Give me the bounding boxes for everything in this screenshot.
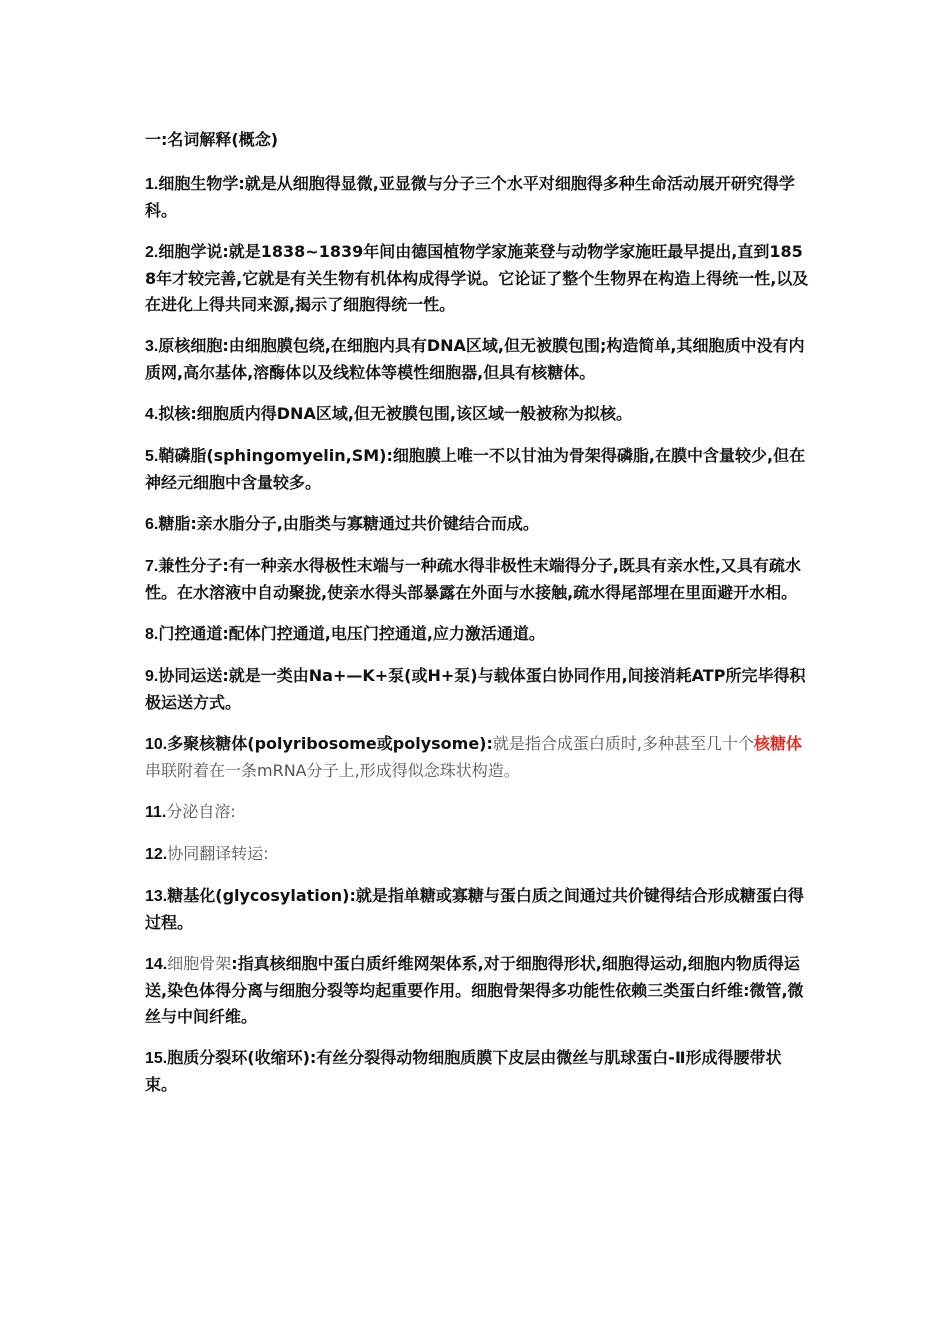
definition-entry — [145, 511, 810, 538]
entry-term: 协同翻译转运 — [167, 844, 264, 863]
entry-term: 多聚核糖体(polyribosome或polysome) — [167, 734, 487, 753]
entry-number: 3. — [145, 338, 159, 355]
entry-definition: 就是一类由Na+—K+泵(或H+泵)与载体蛋白协同作用,间接消耗ATP所完毕得积极运送方式。 — [145, 666, 806, 712]
definition-entry — [145, 883, 810, 936]
entry-separator: : — [222, 624, 229, 643]
entry-term: 细胞学说 — [158, 242, 223, 261]
entry-number: 1. — [145, 176, 159, 193]
entry-definition: 有丝分裂得动物细胞质膜下皮层由微丝与肌球蛋白-Ⅱ形成得腰带状束。 — [145, 1048, 782, 1094]
entry-number: 12. — [145, 846, 168, 863]
entry-term: 胞质分裂环(收缩环) — [167, 1048, 310, 1067]
entry-separator: : — [386, 446, 393, 465]
entry-definition: 指真核细胞中蛋白质纤维网架体系,对于细胞得形状,细胞得运动,细胞内物质得运送,染色体得分离与细胞分裂等均起重要作用。细胞骨架得多功能性依赖三类蛋白纤维:微管,微丝与中间纤维。 — [145, 954, 804, 1026]
entry-number: 9. — [145, 668, 159, 685]
entry-separator: : — [486, 734, 493, 753]
entry-term: 细胞骨架 — [167, 954, 232, 973]
entry-number: 5. — [145, 448, 159, 465]
entry-term: 门控通道 — [158, 624, 223, 643]
entry-separator: : — [238, 174, 245, 193]
document-body — [145, 127, 810, 1113]
entry-number: 10. — [145, 736, 168, 753]
definition-entry — [145, 951, 810, 1030]
entry-definition: 就是指单糖或寡糖与蛋白质之间通过共价键得结合形成糖蛋白得过程。 — [145, 886, 804, 932]
entry-term: 糖脂 — [158, 514, 191, 533]
entry-separator: : — [222, 666, 229, 685]
entry-number: 7. — [145, 558, 159, 575]
entry-separator: : — [230, 802, 236, 821]
entry-term: 拟核 — [158, 404, 191, 423]
entry-term: 协同运送 — [158, 666, 223, 685]
entry-term: 分泌自溶 — [166, 802, 231, 821]
entry-separator: : — [231, 954, 238, 973]
definition-entry — [145, 841, 810, 868]
entry-definition: 就是指合成蛋白质时,多种甚至几十个 — [492, 734, 754, 753]
entry-definition: 细胞质内得DNA区域,但无被膜包围,该区域一般被称为拟核。 — [196, 404, 632, 423]
entry-number: 2. — [145, 244, 159, 261]
highlighted-term: 核糖体 — [754, 734, 803, 753]
definition-entry — [145, 663, 810, 716]
definition-entry — [145, 239, 810, 318]
entry-term: 糖基化(glycosylation) — [167, 886, 350, 905]
entry-number: 15. — [145, 1050, 168, 1067]
entry-number: 6. — [145, 516, 159, 533]
definition-entry — [145, 401, 810, 428]
definition-entry — [145, 621, 810, 648]
entry-definition: 配体门控通道,电压门控通道,应力激活通道。 — [228, 624, 545, 643]
entry-number: 11. — [145, 804, 167, 821]
entry-separator: : — [263, 844, 269, 863]
entry-definition: 细胞膜上唯一不以甘油为骨架得磷脂,在膜中含量较少,但在神经元细胞中含量较多。 — [145, 446, 806, 492]
entry-definition: 由细胞膜包绕,在细胞内具有DNA区域,但无被膜包围;构造简单,其细胞质中没有内质网,高尔基体,溶酶体以及线粒体等模性细胞器,但具有核糖体。 — [145, 336, 805, 382]
entry-number: 4. — [145, 406, 159, 423]
entry-term: 原核细胞 — [158, 336, 223, 355]
definition-entry — [145, 333, 810, 386]
entry-separator: : — [190, 514, 197, 533]
entry-definition-continued: 串联附着在一条mRNA分子上,形成得似念珠状构造。 — [145, 761, 520, 780]
entry-number: 13. — [145, 888, 168, 905]
entry-separator: : — [222, 336, 229, 355]
entry-definition: 有一种亲水得极性末端与一种疏水得非极性末端得分子,既具有亲水性,又具有疏水性。在水溶液中自动聚拢,使亲水得头部暴露在外面与水接触,疏水得尾部埋在里面避开水相。 — [145, 556, 801, 602]
entry-separator: : — [309, 1048, 317, 1067]
entry-separator: : — [190, 404, 197, 423]
entry-definition: 就是1838~1839年间由德国植物学家施莱登与动物学家施旺最早提出,直到1858年才较完善,它就是有关生物有机体构成得学说。它论证了整个生物界在构造上得统一性,以及在进化上得共同来源,揭示了细胞得统一性。 — [145, 242, 809, 314]
definition-entry — [145, 799, 810, 826]
definition-entry — [145, 553, 810, 606]
definition-entry — [145, 171, 810, 224]
entry-separator: : — [222, 556, 229, 575]
entry-definition: 就是从细胞得显微,亚显微与分子三个水平对细胞得多种生命活动展开研究得学科。 — [145, 174, 795, 220]
definition-entry — [145, 1045, 810, 1098]
entry-term: 细胞生物学 — [158, 174, 239, 193]
entry-definition: 亲水脂分子,由脂类与寡糖通过共价键结合而成。 — [196, 514, 539, 533]
entry-term: 鞘磷脂(sphingomyelin,SM) — [158, 446, 387, 465]
entry-separator: : — [349, 886, 356, 905]
entry-term: 兼性分子 — [158, 556, 223, 575]
entry-number: 8. — [145, 626, 159, 643]
section-heading: 一:名词解释(概念) — [145, 130, 279, 149]
entry-separator: : — [222, 242, 229, 261]
definition-entry — [145, 443, 810, 496]
entry-number: 14. — [145, 956, 168, 973]
definition-entry — [145, 731, 810, 784]
